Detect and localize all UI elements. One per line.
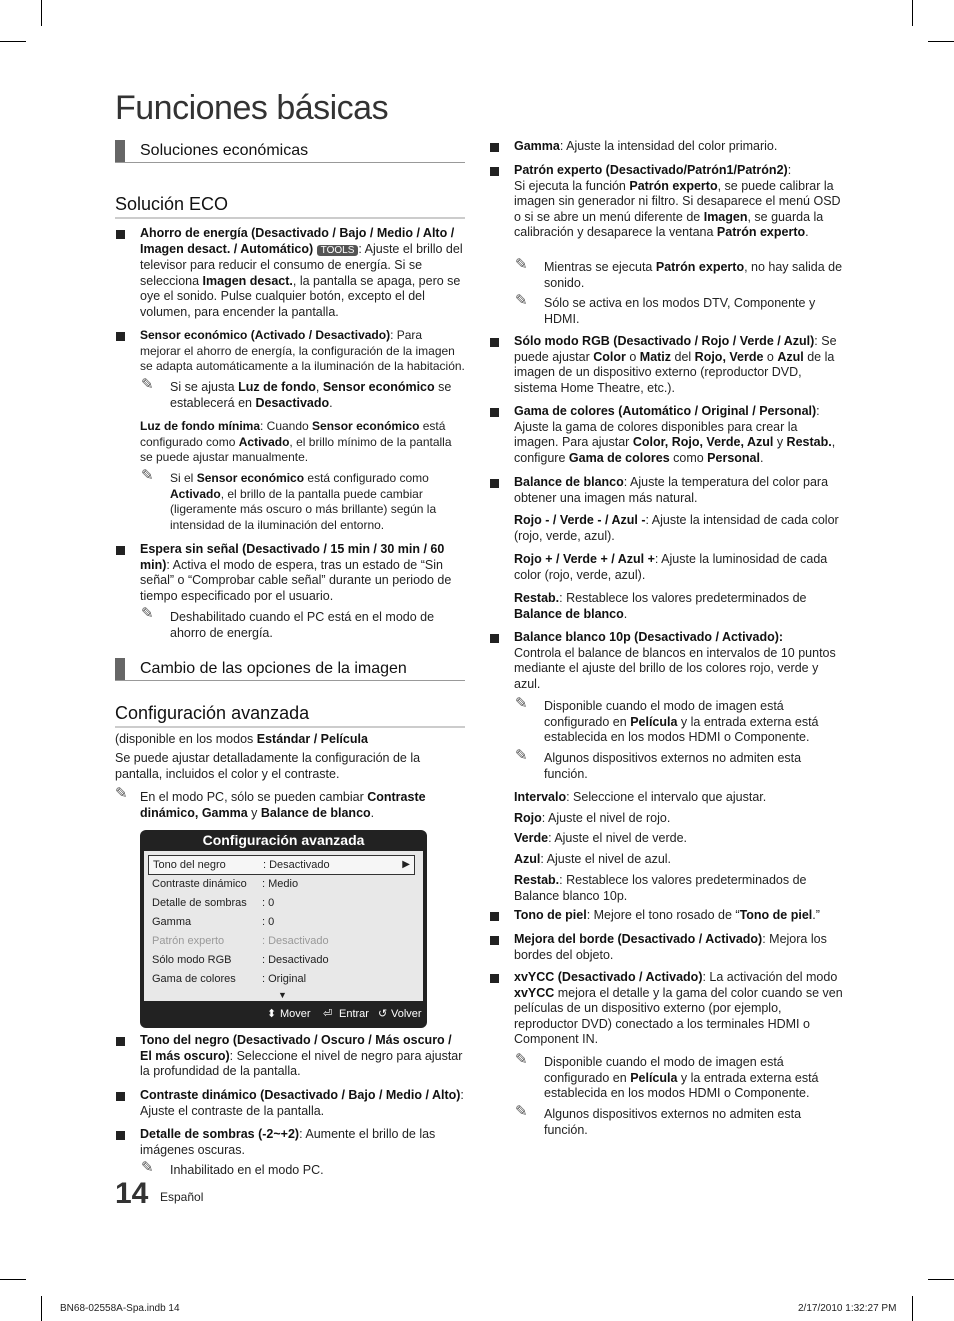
text: : Ajuste el nivel de rojo. [541, 811, 671, 825]
crop-mark [41, 0, 42, 26]
square-bullet-icon [490, 936, 499, 945]
osd-row-value: : Desactivado [262, 935, 329, 947]
note-sensor [170, 380, 465, 411]
osd-row-label: Detalle de sombras [152, 897, 247, 909]
square-bullet-icon [490, 974, 499, 983]
text: mejora el detalle y la gama del color cuando se ven películas de un dispositivo externo (por ejemplo, reproductor DVD) conectado a los terminales HDMI o Component IN. [514, 985, 843, 1047]
osd-row-label: Gama de colores [152, 973, 236, 985]
paragraph-luz [140, 419, 465, 466]
footer-file: BN68-02558A-Spa.indb 14 [60, 1303, 180, 1314]
bold-text: Sensor económico [322, 380, 435, 394]
text: Disponible cuando el modo de imagen está configurado en [544, 699, 784, 729]
text: : Ajuste la temperatura del color para obtener una imagen más natural. [514, 475, 829, 505]
pencil-note-icon: ✎ [141, 467, 154, 484]
paragraph-detalle [140, 1127, 465, 1158]
osd-row-value: : 0 [262, 916, 275, 928]
bold-text: Película [630, 714, 678, 729]
paragraph-bal-plus [514, 552, 844, 583]
text: está configurado como [140, 419, 446, 449]
text: . [623, 606, 628, 621]
square-bullet-icon [116, 546, 125, 555]
bold-text: Rojo - / Verde - / Azul - [514, 513, 646, 527]
crop-mark [0, 41, 26, 42]
square-bullet-icon [116, 230, 125, 239]
option-name: Detalle de sombras (-2~+2) [140, 1127, 300, 1141]
text: : Ajuste la intensidad de cada color (rojo, verde, azul). [514, 513, 839, 543]
text: : Activa el modo de espera, tras un estado de “Sin señal” o “Comprobar cable señal” durante un periodo de tiempo especificado por el usuario. [140, 557, 452, 603]
pencil-note-icon: ✎ [515, 695, 528, 712]
bold-text: Color, Rojo, Verde, Azul [632, 435, 774, 450]
text: , [315, 380, 323, 394]
paragraph-ahorro [140, 226, 465, 321]
bold-text: Restab. [514, 591, 560, 605]
tools-badge: TOOLS [317, 245, 359, 256]
square-bullet-icon [490, 338, 499, 347]
bold-text: Imagen desact. [202, 273, 293, 288]
text: : Ajuste la luminosidad de cada color (rojo, verde, azul). [514, 552, 828, 582]
square-bullet-icon [116, 1131, 125, 1140]
osd-footer [140, 1005, 427, 1023]
option-name: Contraste dinámico (Desactivado / Bajo / Medio / Alto) [140, 1088, 461, 1102]
text: : Restablece los valores predeterminados de [559, 591, 807, 605]
pencil-note-icon: ✎ [141, 376, 154, 393]
text: como [669, 450, 708, 465]
paragraph-contraste [140, 1088, 465, 1119]
square-bullet-icon [490, 408, 499, 417]
text: del [671, 349, 695, 364]
footer-date: 2/17/2010 1:32:27 PM [798, 1303, 897, 1314]
square-bullet-icon [490, 634, 499, 643]
text: , no hay salida de sonido. [544, 260, 843, 290]
bold-text: Azul [777, 349, 804, 364]
bold-text: Restab. [786, 435, 832, 450]
square-bullet-icon [116, 1037, 125, 1046]
pencil-note-icon: ✎ [515, 747, 528, 764]
paragraph-intro: Se puede ajustar detalladamente la configuración de la pantalla, incluidos el color y el contraste. [115, 751, 421, 781]
bold-text: Rojo, Verde [694, 349, 764, 364]
enter-icon: ⏎ [323, 1008, 333, 1020]
text: En el modo PC, sólo se pueden cambiar [140, 790, 368, 804]
note-detalle: Inhabilitado en el modo PC. [170, 1163, 324, 1177]
option-name: Patrón experto (Desactivado/Patrón1/Patrón2) [514, 163, 788, 177]
note-patron-2: Sólo se activa en los modos DTV, Componente y HDMI. [544, 296, 816, 326]
note-xvycc-2: Algunos dispositivos externos no admiten esta función. [544, 1107, 802, 1137]
note-b10-2: Algunos dispositivos externos no admiten esta función. [544, 751, 802, 781]
page-title: Funciones básicas [115, 89, 389, 127]
text: , configure [514, 435, 836, 465]
note-pc [140, 790, 465, 821]
pencil-note-icon: ✎ [515, 1051, 528, 1068]
text: Controla el balance de blancos en intervalos de 10 puntos mediante el ajuste del brillo de los colores rojo, verde y azul. [514, 645, 836, 691]
bold-text: Verde [514, 831, 549, 845]
text: se establecerá en [170, 380, 452, 410]
section-title: Cambio de las opciones de la imagen [140, 660, 407, 677]
bold-text: Patrón experto [629, 178, 718, 193]
osd-row-label: Gamma [152, 916, 192, 928]
paragraph-restab [514, 873, 844, 904]
square-bullet-icon [490, 912, 499, 921]
text: : Ajuste la intensidad del color primario. [559, 139, 778, 153]
paragraph-bal-restab [514, 591, 844, 622]
text: y [773, 435, 787, 450]
pencil-note-icon: ✎ [141, 605, 154, 622]
bold-text: Luz de fondo mínima [140, 419, 260, 433]
text: : Ajuste el contraste de la pantalla. [140, 1088, 464, 1118]
text: . [759, 450, 764, 465]
text: Mientras se ejecuta [544, 260, 656, 274]
bold-text: Luz de fondo [238, 380, 316, 394]
text: : Ajuste el nivel de verde. [548, 831, 688, 845]
option-name: Tono del negro (Desactivado / Oscuro / Más oscuro / El más oscuro) [140, 1033, 452, 1063]
bold-text: Rojo [514, 811, 542, 825]
paragraph-gama [514, 404, 844, 466]
section-bar [115, 140, 125, 162]
osd-row[interactable] [148, 855, 415, 875]
osd-row[interactable] [148, 951, 413, 969]
note-espera: Deshabilitado cuando el PC está en el modo de ahorro de energía. [170, 610, 435, 640]
text: de la imagen de un dispositivo externo (reproductor DVD, sistema Home Theatre, etc.). [514, 349, 835, 395]
arrow-right-icon: ▶ [402, 859, 410, 870]
option-name: Sólo modo RGB (Desactivado / Rojo / Verde / Azul) [514, 334, 815, 348]
text: o [763, 349, 778, 364]
subsection-title: Solución ECO [115, 193, 465, 219]
paragraph-rojo [514, 811, 844, 827]
osd-row [148, 932, 413, 950]
paragraph-disponible [115, 732, 465, 748]
paragraph-gamma [514, 139, 844, 155]
bold-text: Activado [170, 486, 221, 501]
paragraph-sensor [140, 328, 465, 375]
bold-text: Sensor económico [196, 471, 305, 485]
osd-row-label: Patrón experto [152, 935, 225, 947]
pencil-note-icon: ✎ [515, 256, 528, 273]
paragraph-b10 [514, 630, 844, 692]
option-name: xvYCC (Desactivado / Activado) [514, 970, 703, 984]
text: , el brillo de la pantalla puede cambiar (ligeramente más oscuro o más brillante) según la intensidad de la iluminación del entorno. [170, 486, 437, 532]
section-title: Soluciones económicas [140, 142, 309, 159]
bold-text: xvYCC [514, 985, 555, 1000]
bold-text: Intervalo [514, 790, 567, 804]
text: (disponible en los modos [115, 732, 257, 746]
option-name: Mejora del borde (Desactivado / Activado) [514, 932, 763, 946]
option-name: Balance blanco 10p (Desactivado / Activado): [514, 630, 784, 644]
paragraph-azul [514, 852, 844, 868]
text: : Ajuste el nivel de azul. [540, 852, 672, 866]
text: Si se ajusta [170, 380, 239, 394]
enter-label: Entrar [339, 1008, 369, 1020]
option-name: Ahorro de energía (Desactivado / Bajo / Medio / Alto / Imagen desact. / Automático) [140, 226, 455, 256]
text: : Ajuste el brillo del televisor para reducir el consumo de energía. Si se selecciona [140, 241, 463, 288]
pencil-note-icon: ✎ [141, 1159, 154, 1176]
osd-row-value: : Desactivado [263, 859, 330, 871]
text: : Seleccione el nivel de negro para ajustar la profundidad de la pantalla. [140, 1048, 463, 1079]
arrow-down-icon: ▼ [278, 990, 287, 1000]
bold-text: Azul [514, 852, 541, 866]
option-name: Espera sin señal (Desactivado / 15 min / 30 min / 60 min) [140, 542, 445, 572]
text: : Ajuste la gama de colores disponibles para crear la imagen. Para ajustar [514, 404, 820, 450]
bold-text: Personal [707, 450, 760, 465]
bold-text: Matiz [639, 349, 672, 364]
note-b10-1 [544, 699, 844, 746]
square-bullet-icon [116, 332, 125, 341]
bold-text: Rojo + / Verde + / Azul + [514, 552, 655, 566]
osd-row-label: Sólo modo RGB [152, 954, 232, 966]
back-label: Volver [391, 1008, 422, 1020]
crop-mark [928, 1279, 954, 1280]
bold-text: Activado [238, 434, 290, 449]
text: : Para mejorar el ahorro de energía, la configuración de la imagen se adapta automáticamente a la iluminación de la habitación. [140, 328, 465, 374]
text: , la pantalla se apaga, pero se oye el sonido. Pulse cualquier botón, excepto el del volumen, para encender la pantalla. [140, 273, 461, 319]
note-patron-1 [544, 260, 844, 291]
section-header [115, 658, 465, 681]
bold-text: Contraste dinámico, Gamma [140, 790, 426, 820]
text: : Restablece los valores predeterminados de Balance blanco 10p. [514, 873, 807, 903]
text: : Mejore el tono rosado de “ [586, 908, 740, 922]
text: Si el [170, 471, 197, 485]
osd-title: Configuración avanzada [202, 832, 365, 848]
paragraph-intervalo [514, 790, 844, 806]
bold-text: Sensor económico [312, 419, 420, 433]
text: . [329, 395, 333, 410]
option-name: Gama de colores (Automático / Original / Personal) [514, 404, 817, 418]
section-bar [115, 658, 125, 680]
text: , se puede calibrar la imagen sin generador ni filtro. Si desaparece el menú OSD o si se abre un menú diferente de [514, 178, 841, 224]
bold-text: Gama de colores [568, 450, 670, 465]
text: , se guarda la calibración y desaparece la ventana [514, 209, 824, 240]
bold-text: Imagen [703, 209, 748, 224]
option-name: Balance de blanco [514, 475, 624, 489]
text: Disponible cuando el modo de imagen está configurado en [544, 1055, 784, 1085]
text: : Cuando [260, 419, 313, 433]
updown-icon: ⬍ [267, 1008, 277, 1020]
text: .” [812, 908, 820, 922]
text: o [625, 349, 640, 364]
option-name: Tono de piel [514, 908, 587, 922]
paragraph-borde [514, 932, 844, 963]
paragraph-tono [140, 1033, 465, 1080]
paragraph-patron: Patrón experto (Desactivado/Patrón1/Patrón2): Si ejecuta la función Patrón experto, se puede calibrar la imagen sin generador ni filtro. Si desaparece el menú OSD o si se abre un menú diferente de Imagen, se guarda la calibración y desaparece la ventana Patrón experto. [514, 163, 841, 240]
paragraph-verde [514, 831, 844, 847]
osd-row[interactable] [148, 894, 413, 912]
pencil-note-icon: ✎ [515, 292, 528, 309]
bold-text: Estándar / Película [256, 732, 368, 746]
paragraph-bal-minus [514, 513, 844, 544]
osd-row[interactable] [148, 913, 413, 931]
paragraph-balance [514, 475, 844, 506]
section-header [115, 140, 465, 163]
bold-text: Tono de piel [739, 908, 813, 922]
osd-row[interactable] [148, 875, 413, 893]
square-bullet-icon [116, 1092, 125, 1101]
bold-text: Balance de blanco [514, 606, 624, 621]
paragraph-xvycc [514, 970, 844, 1048]
bold-text: Patrón experto [655, 260, 745, 274]
osd-row-value: : Medio [262, 878, 299, 890]
osd-row[interactable] [148, 970, 413, 988]
bold-text: Desactivado [255, 395, 330, 410]
bold-text: Color [593, 349, 626, 364]
paragraph-piel [514, 908, 844, 924]
text: está configurado como [304, 471, 429, 485]
bold-text: Patrón experto [716, 225, 806, 240]
osd-row-label: Contraste dinámico [152, 878, 247, 890]
osd-row-value: : 0 [262, 897, 275, 909]
text: , el brillo mínimo de la pantalla se puede ajustar manualmente. [140, 434, 452, 465]
note-xvycc-1 [544, 1055, 844, 1102]
bold-text: Restab. [514, 873, 560, 887]
osd-row-value: : Desactivado [262, 954, 329, 966]
crop-mark [912, 1296, 913, 1321]
text: Si ejecuta la función [514, 178, 630, 193]
osd-menu [140, 830, 427, 1028]
crop-mark [41, 1296, 42, 1321]
text: . [370, 805, 375, 820]
text: : Mejora los bordes del objeto. [514, 932, 827, 962]
text: y [247, 805, 261, 820]
crop-mark [0, 1279, 26, 1280]
page-language: Español [160, 1190, 204, 1204]
text: y la entrada externa está establecida en los modos HDMI o Componente. [544, 1070, 819, 1101]
option-name: Gamma [514, 139, 560, 153]
square-bullet-icon [490, 143, 499, 152]
text: : Seleccione el intervalo que ajustar. [566, 790, 767, 804]
return-icon: ↺ [378, 1008, 388, 1020]
text: y la entrada externa está establecida en los modos HDMI o Componente. [544, 714, 819, 745]
crop-mark [928, 41, 954, 42]
page-number: 14 [115, 1177, 149, 1210]
text: : La activación del modo [702, 970, 838, 984]
move-label: Mover [280, 1008, 311, 1020]
paragraph-espera [140, 542, 465, 604]
text: : Aumente el brillo de las imágenes oscuras. [140, 1127, 436, 1157]
bold-text: Balance de blanco [260, 805, 371, 820]
paragraph-rgb [514, 334, 844, 396]
note-luz [170, 471, 465, 533]
osd-row-value: : Original [262, 973, 307, 985]
subsection-title: Configuración avanzada [115, 702, 465, 728]
osd-row-label: Tono del negro [153, 859, 226, 871]
bold-text: Película [630, 1070, 678, 1085]
square-bullet-icon [490, 167, 499, 176]
square-bullet-icon [490, 479, 499, 488]
text: . [805, 225, 809, 240]
pencil-note-icon: ✎ [515, 1103, 528, 1120]
pencil-note-icon: ✎ [115, 785, 128, 802]
text: : Se puede ajustar [514, 334, 837, 364]
option-name: Sensor económico (Activado / Desactivado) [140, 328, 391, 342]
crop-mark [912, 0, 913, 26]
